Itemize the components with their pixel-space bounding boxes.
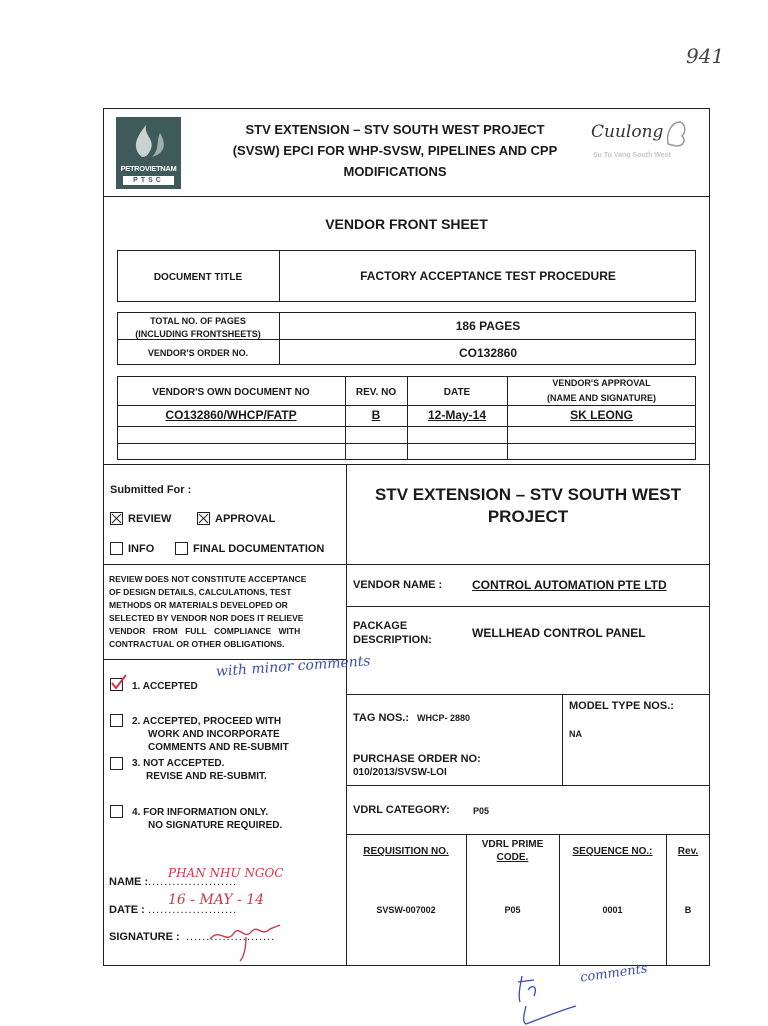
date-dots: ...................... xyxy=(148,904,238,916)
checkmark-icon xyxy=(110,674,128,690)
approval-header: VENDOR'S APPROVAL xyxy=(552,378,651,388)
model-type-value: NA xyxy=(569,729,582,739)
accepted-proceed-checkbox[interactable] xyxy=(110,714,123,727)
date-value: 12-May-14 xyxy=(427,408,487,422)
purchase-order-value: 010/2013/SVSW-LOI xyxy=(353,767,447,778)
cuulong-subtitle: Su Tu Vang South West xyxy=(593,152,671,159)
information-only-label-2: NO SIGNATURE REQUIRED. xyxy=(148,820,283,831)
accepted-proceed-label-3: COMMENTS AND RE-SUBMIT xyxy=(148,742,289,753)
final-documentation-label: FINAL DOCUMENTATION xyxy=(193,543,325,555)
bottom-handwritten-note: comments xyxy=(579,961,649,986)
approval-label: APPROVAL xyxy=(215,513,276,525)
date-header: DATE xyxy=(443,387,471,398)
doc-no-value: CO132860/WHCP/FATP xyxy=(165,408,297,422)
total-pages-value: 186 PAGES xyxy=(455,319,521,333)
vendor-front-sheet-frame xyxy=(103,108,710,966)
review-checkbox[interactable] xyxy=(110,512,123,525)
vendor-name-value: CONTROL AUTOMATION PTE LTD xyxy=(472,578,667,592)
information-only-label: 4. FOR INFORMATION ONLY. xyxy=(132,807,269,818)
header-title-line3: MODIFICATIONS xyxy=(343,164,447,179)
approval-value: SK LEONG xyxy=(570,408,633,422)
model-type-label: MODEL TYPE NOS.: xyxy=(569,700,674,712)
divider xyxy=(346,464,347,966)
rev-no-header: REV. NO xyxy=(355,387,397,398)
logo-text: PETROVIETNAM xyxy=(120,164,177,173)
header-title-line2: (SVSW) EPCI FOR WHP-SVSW, PIPELINES AND CPP xyxy=(232,143,558,158)
divider xyxy=(103,196,710,197)
name-handwritten: PHAN NHU NGOC xyxy=(168,866,284,880)
name-label: NAME : xyxy=(109,876,149,888)
divider xyxy=(103,564,710,565)
accepted-proceed-label-2: WORK AND INCORPORATE xyxy=(148,729,280,740)
approval-checkbox[interactable] xyxy=(197,512,210,525)
tag-nos-label: TAG NOS.: xyxy=(353,712,410,724)
package-label: PACKAGE xyxy=(353,620,408,632)
initials-scribble-icon xyxy=(512,966,582,1026)
project-title-line1: STV EXTENSION – STV SOUTH WEST xyxy=(374,485,682,504)
date-label: DATE : xyxy=(109,904,145,916)
signature-dots: ...................... xyxy=(186,931,276,943)
flame-icon xyxy=(116,117,181,163)
vdrl-prime-value: P05 xyxy=(504,905,521,915)
vdrl-category-label: VDRL CATEGORY: xyxy=(353,804,450,816)
approval-subheader: (NAME AND SIGNATURE) xyxy=(547,393,656,403)
vendor-name-label: VENDOR NAME : xyxy=(353,579,443,591)
cuulong-logo: Cuulong xyxy=(591,122,664,142)
project-title-line2: PROJECT xyxy=(487,507,569,526)
vdrl-category-value: P05 xyxy=(473,806,490,816)
tag-nos-value: WHCP- 2880 xyxy=(417,713,471,723)
sequence-header: SEQUENCE NO.: xyxy=(572,846,653,857)
disclaimer-line-3: METHODS OR MATERIALS DEVELOPED OR xyxy=(109,600,288,610)
divider xyxy=(103,464,710,465)
submitted-for-label: Submitted For : xyxy=(110,484,192,496)
divider xyxy=(346,694,710,695)
accepted-handwritten-note: with minor comments xyxy=(215,653,372,680)
date-handwritten: 16 - MAY - 14 xyxy=(168,892,265,908)
package-label-2: DESCRIPTION: xyxy=(353,634,432,646)
requisition-value: SVSW-007002 xyxy=(376,905,436,915)
disclaimer-line-6: CONTRACTUAL OR OTHER OBLIGATIONS. xyxy=(109,639,285,649)
purchase-order-label: PURCHASE ORDER NO: xyxy=(353,753,481,765)
divider xyxy=(117,339,696,340)
header-title-line1: STV EXTENSION – STV SOUTH WEST PROJECT xyxy=(245,122,545,137)
disclaimer-line-2: OF DESIGN DETAILS, CALCULATIONS, TEST xyxy=(109,587,292,597)
info-checkbox[interactable] xyxy=(110,542,123,555)
requisition-header: REQUISITION NO. xyxy=(363,846,449,857)
vendor-order-value: CO132860 xyxy=(458,346,518,360)
logo-sub: PTSC xyxy=(123,176,174,185)
accepted-label: 1. ACCEPTED xyxy=(132,681,198,692)
signature-label: SIGNATURE : xyxy=(109,931,180,943)
total-pages-sublabel: (INCLUDING FRONTSHEETS) xyxy=(135,329,261,339)
package-value: WELLHEAD CONTROL PANEL xyxy=(472,626,646,640)
vendor-order-label: VENDOR'S ORDER NO. xyxy=(147,348,249,358)
document-title-value: FACTORY ACCEPTANCE TEST PROCEDURE xyxy=(360,269,616,283)
document-title-label: DOCUMENT TITLE xyxy=(153,272,243,283)
name-dots: ...................... xyxy=(148,876,238,888)
not-accepted-checkbox[interactable] xyxy=(110,757,123,770)
rev-no-value: B xyxy=(371,408,381,422)
vdrl-code-header: CODE. xyxy=(496,852,529,863)
doc-no-header: VENDOR'S OWN DOCUMENT NO xyxy=(152,387,310,398)
info-label: INFO xyxy=(128,543,155,555)
final-documentation-checkbox[interactable] xyxy=(175,542,188,555)
total-pages-label: TOTAL NO. OF PAGES xyxy=(150,316,246,326)
sequence-value: 0001 xyxy=(602,905,623,915)
accepted-proceed-label: 2. ACCEPTED, PROCEED WITH xyxy=(132,716,282,727)
not-accepted-label-2: REVISE AND RE-SUBMIT. xyxy=(146,771,267,782)
information-only-checkbox[interactable] xyxy=(110,805,123,818)
petrovietnam-logo xyxy=(116,117,181,189)
lion-emblem-icon xyxy=(662,118,690,148)
not-accepted-label: 3. NOT ACCEPTED. xyxy=(132,758,225,769)
rev-value: B xyxy=(684,905,692,915)
disclaimer-line-1: REVIEW DOES NOT CONSTITUTE ACCEPTANCE xyxy=(109,574,307,584)
divider xyxy=(346,785,710,786)
vdrl-prime-header: VDRL PRIME xyxy=(481,839,544,850)
review-label: REVIEW xyxy=(128,513,172,525)
divider xyxy=(346,606,710,607)
disclaimer-line-5: VENDOR FROM FULL COMPLIANCE WITH xyxy=(109,626,301,636)
disclaimer-line-4: SELECTED BY VENDOR NOR DOES IT RELIEVE xyxy=(109,613,304,623)
divider xyxy=(346,834,710,835)
rev-header: Rev. xyxy=(677,846,699,857)
divider xyxy=(562,694,563,785)
signature-scribble-icon xyxy=(206,917,286,963)
sheet-title: VENDOR FRONT SHEET xyxy=(325,216,488,232)
page-number: 941 xyxy=(686,44,725,68)
